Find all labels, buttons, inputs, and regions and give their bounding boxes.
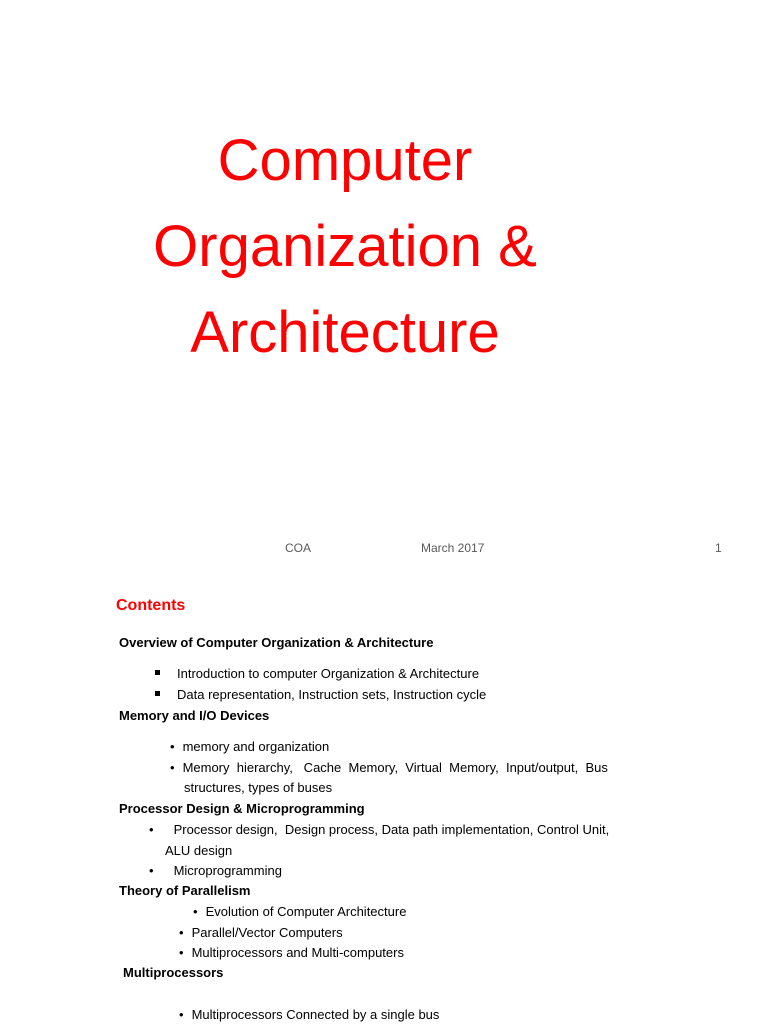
- list-item: • Multiprocessors and Multi-computers: [179, 945, 404, 960]
- square-bullet-icon: [155, 691, 160, 696]
- footer-date: March 2017: [421, 541, 485, 555]
- title-line-3: Architecture: [190, 300, 500, 365]
- list-item: • memory and organization: [170, 739, 330, 754]
- list-item-continuation: ALU design: [165, 843, 233, 858]
- section-heading: Processor Design & Microprogramming: [119, 801, 365, 816]
- square-bullet-icon: [155, 670, 160, 675]
- page-number: 1: [715, 541, 722, 555]
- bullet-icon: •: [170, 739, 175, 754]
- title-line-2: Organization &: [153, 214, 537, 279]
- contents-heading: Contents: [116, 597, 186, 614]
- list-item-continuation: structures, types of buses: [184, 780, 333, 795]
- list-item: Data representation, Instruction sets, Instruction cycle: [155, 687, 486, 702]
- list-item: • Multiprocessors Connected by a single bus: [179, 1007, 440, 1022]
- bullet-icon: •: [149, 863, 154, 878]
- section-heading: Overview of Computer Organization & Architecture: [119, 635, 434, 650]
- list-item: • Processor design, Design process, Data path implementation, Control Unit,: [149, 822, 610, 837]
- list-item: • Memory hierarchy, Cache Memory, Virtual Memory, Input/output, Bus: [170, 760, 608, 775]
- footer-label: COA: [285, 541, 312, 555]
- slide-title: [0, 118, 690, 376]
- section-heading: Memory and I/O Devices: [119, 708, 270, 723]
- bullet-icon: •: [193, 904, 198, 919]
- title-line-1: Computer: [217, 128, 473, 193]
- section-heading: Multiprocessors: [123, 965, 224, 980]
- bullet-icon: •: [179, 1007, 184, 1022]
- list-item: • Parallel/Vector Computers: [179, 925, 343, 940]
- bullet-icon: •: [179, 945, 184, 960]
- list-item: • Microprogramming: [149, 863, 282, 878]
- list-item: • Evolution of Computer Architecture: [193, 904, 407, 919]
- bullet-icon: •: [179, 925, 184, 940]
- section-heading: Theory of Parallelism: [119, 883, 251, 898]
- list-item: Introduction to computer Organization & Architecture: [155, 666, 479, 681]
- bullet-icon: •: [149, 822, 154, 837]
- bullet-icon: •: [170, 760, 175, 775]
